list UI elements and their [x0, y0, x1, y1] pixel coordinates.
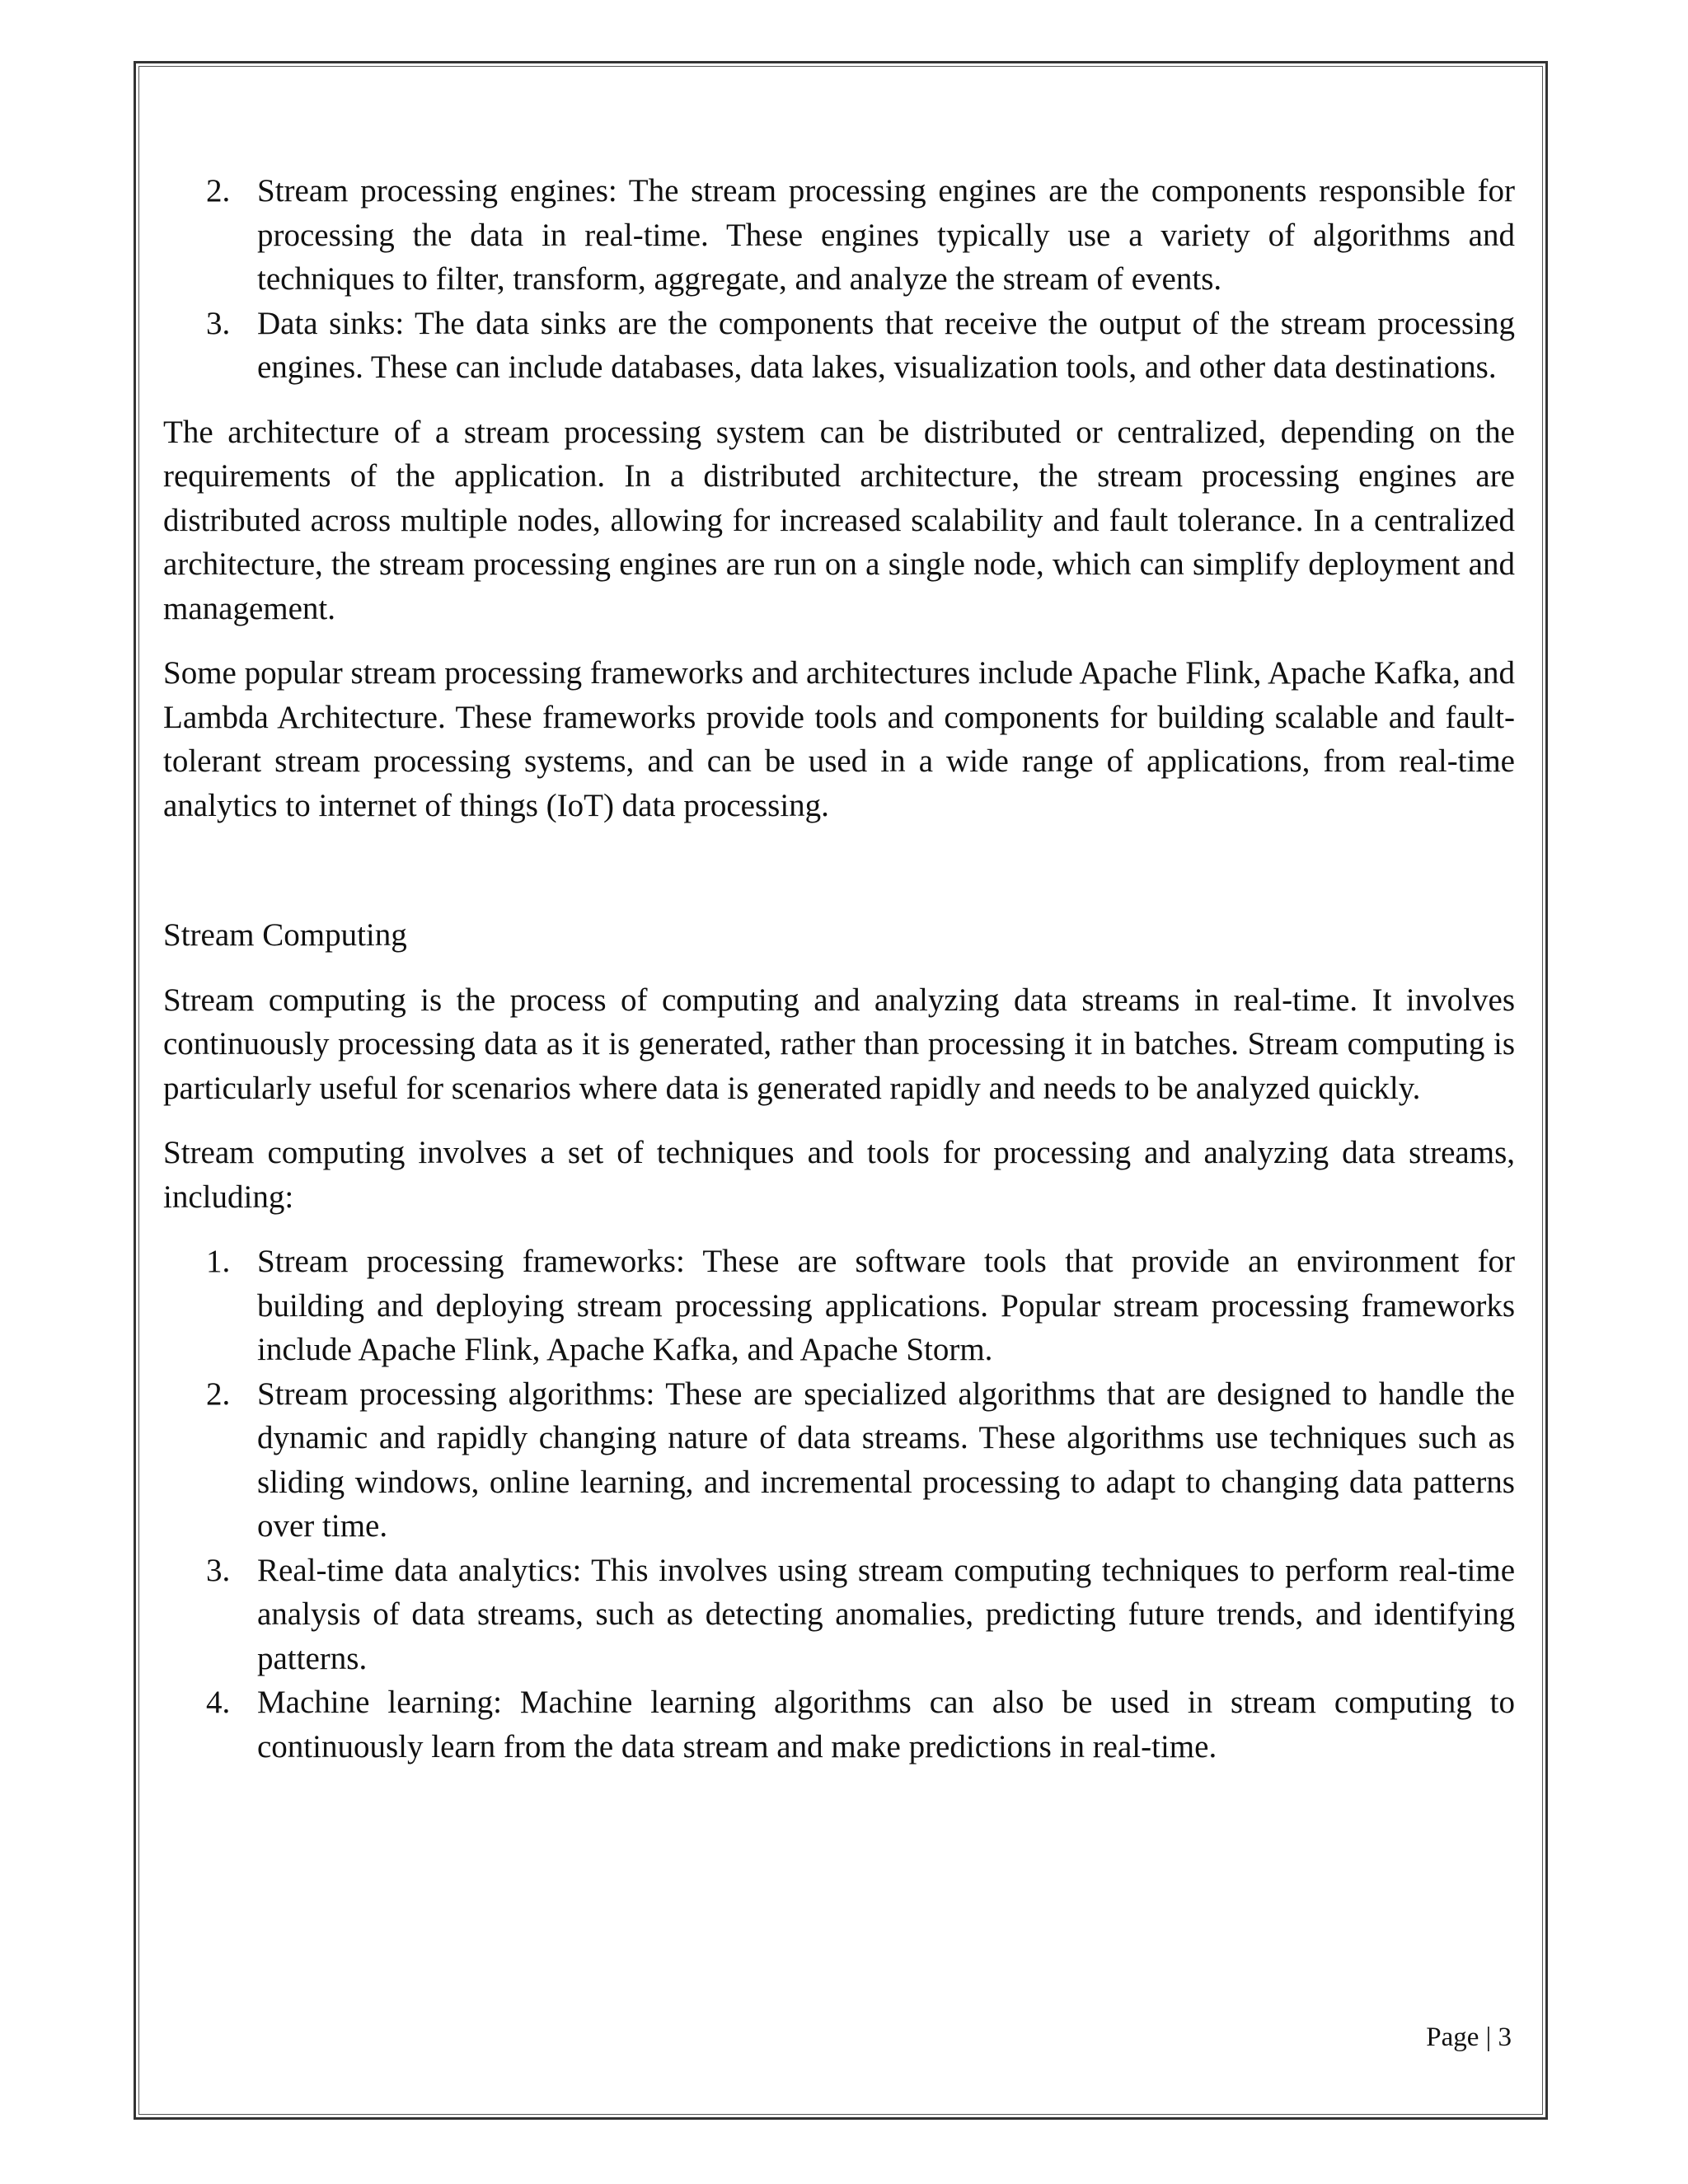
paragraph-definition: Stream computing is the process of computing and analyzing data streams in real-time. It involves continuously processing data as it is generated, rather than processing it in batches. Stream computing is particularly useful for scenarios where data is generated rapidly and needs to be analyzed quickly. — [163, 982, 1515, 1106]
spacer — [163, 827, 1515, 913]
list-item-number: 3. — [206, 305, 231, 341]
list-item-number: 3. — [206, 1552, 231, 1588]
paragraph-intro-list: Stream computing involves a set of techniques and tools for processing and analyzing data streams, including: — [163, 1135, 1515, 1215]
list-item-number: 4. — [206, 1685, 231, 1720]
list-item-number: 1. — [206, 1244, 231, 1279]
list-item-text: Real-time data analytics: This involves using stream computing techniques to perform real-time analysis of data streams, such as detecting anomalies, predicting future trends, and identifying patterns. — [257, 1552, 1515, 1676]
list-item-text: Machine learning: Machine learning algorithms can also be used in stream computing to continuously learn from the data stream and make predictions in real-time. — [257, 1685, 1515, 1765]
section-heading: Stream Computing — [163, 917, 407, 953]
list-item-text: Stream processing algorithms: These are specialized algorithms that are designed to handle the dynamic and rapidly changing nature of data streams. These algorithms use techniques such as sliding windows, online learning, and incremental processing to adapt to changing data patterns over time. — [257, 1376, 1515, 1544]
list-item — [163, 1240, 1515, 1372]
spacer — [163, 1110, 1515, 1131]
list-item-text: Data sinks: The data sinks are the components that receive the output of the stream processing engines. These can include databases, data lakes, visualization tools, and other data destinations. — [257, 305, 1515, 385]
spacer — [163, 958, 1515, 978]
page-number: Page | 3 — [1426, 2022, 1512, 2052]
list-item — [163, 1372, 1515, 1549]
list-item-text: Stream processing engines: The stream processing engines are the components responsible for processing the data in real-time. These engines typically use a variety of algorithms and techniques to filter, transform, aggregate, and analyze the stream of events. — [257, 173, 1515, 297]
list-item — [163, 169, 1515, 302]
list-item — [163, 1549, 1515, 1681]
list-item-text: Stream processing frameworks: These are software tools that provide an environment for building and deploying stream processing applications. Popular stream processing frameworks include Apache Flink, Apache Kafka, and Apache Storm. — [257, 1244, 1515, 1367]
techniques-list — [163, 1240, 1515, 1769]
list-item-number: 2. — [206, 173, 231, 209]
paragraph-frameworks: Some popular stream processing frameworks and architectures include Apache Flink, Apache Kafka, and Lambda Architecture. These frameworks provide tools and components for building scalable and fault-tolerant stream processing systems, and can be used in a wide range of applications, from real-time analytics to internet of things (IoT) data processing. — [163, 655, 1515, 823]
list-item-number: 2. — [206, 1376, 231, 1412]
page-content — [163, 169, 1515, 1769]
spacer — [163, 630, 1515, 651]
paragraph-architecture: The architecture of a stream processing system can be distributed or centralized, depending on the requirements of the application. In a distributed architecture, the stream processing engines are distributed across multiple nodes, allowing for increased scalability and fault tolerance. In a centralized architecture, the stream processing engines are run on a single node, which can simplify deployment and management. — [163, 414, 1515, 626]
list-item — [163, 302, 1515, 390]
spacer — [163, 1219, 1515, 1240]
list-item — [163, 1680, 1515, 1769]
spacer — [163, 390, 1515, 410]
components-list — [163, 169, 1515, 390]
